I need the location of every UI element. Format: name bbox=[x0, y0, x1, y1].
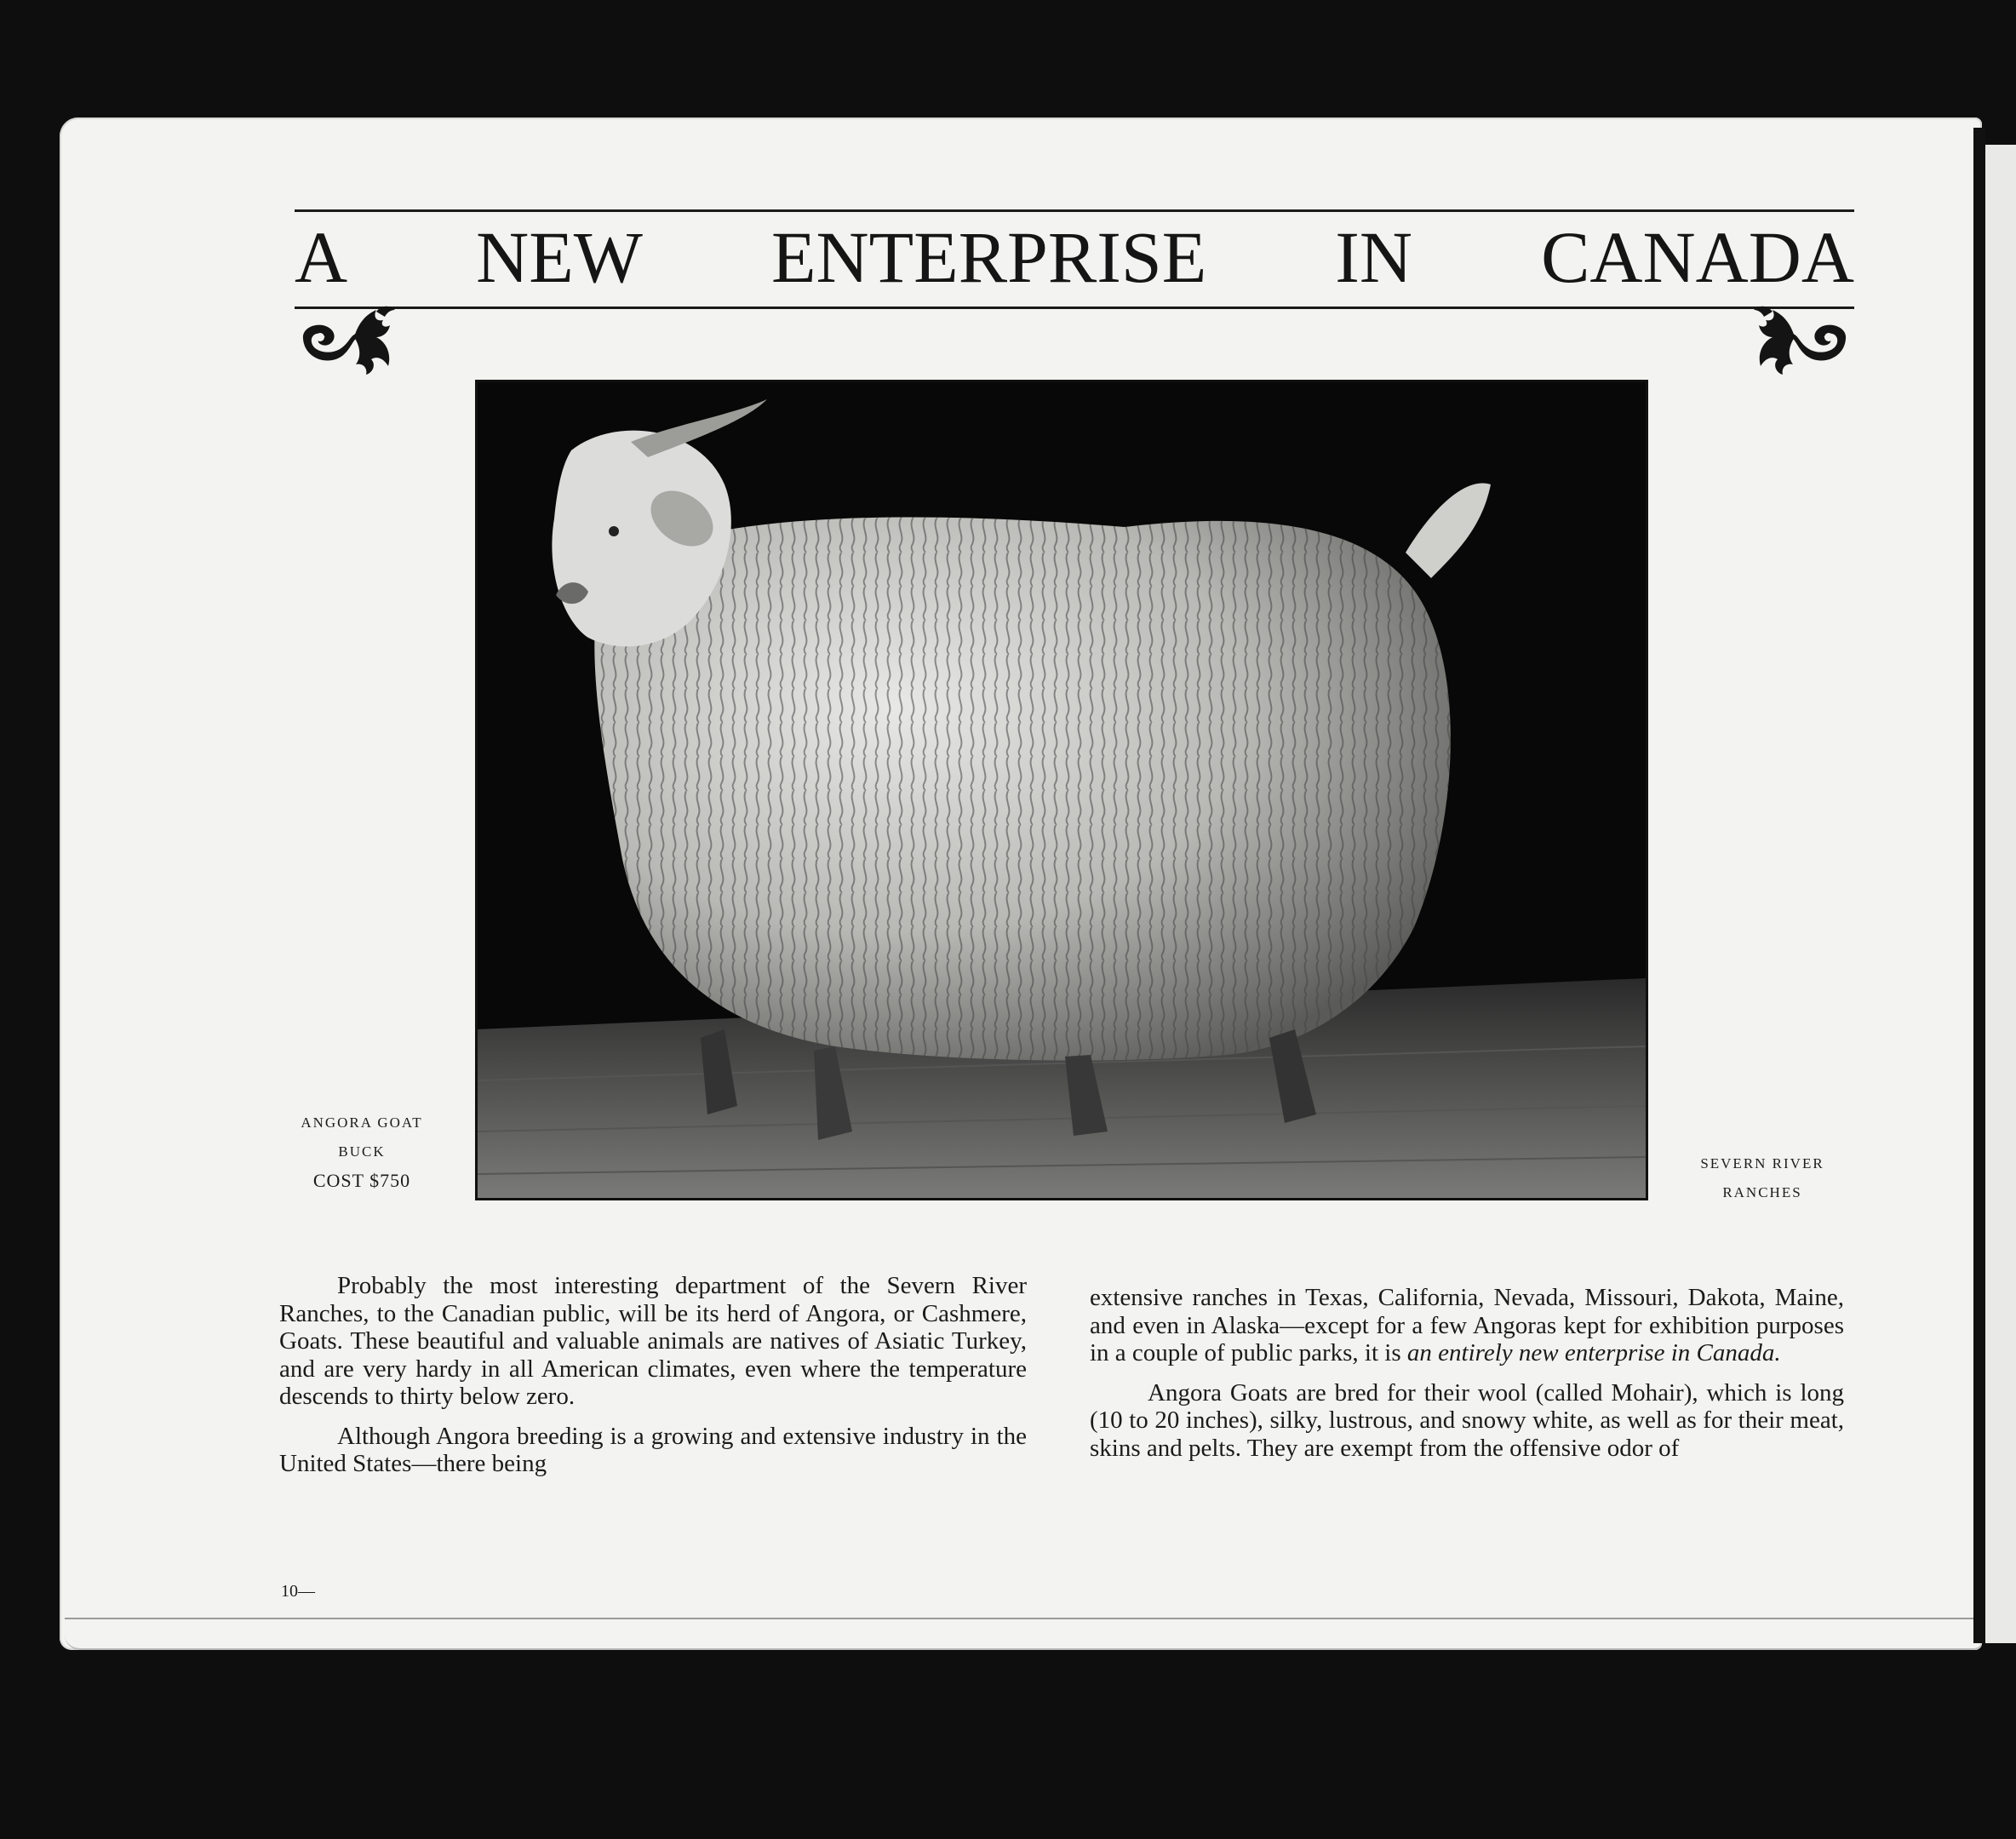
heading-top-rule bbox=[295, 209, 1854, 212]
photo-caption-right bbox=[1669, 1149, 1856, 1207]
paragraph: Probably the most interesting department of the Severn River Ranches, to the Canadian public, will be its herd of Angora, or Cashmere, Goats. These beautiful and valuable animals are natives of Asiatic Turkey, and are very hardy in all American climates, even where the temperature descends to thirty below zero. bbox=[279, 1272, 1027, 1410]
page-edge bbox=[65, 1618, 1982, 1650]
caption-line: BUCK bbox=[338, 1143, 386, 1160]
paragraph bbox=[1090, 1284, 1844, 1367]
facing-page-edge bbox=[1985, 145, 2016, 1643]
caption-line: SEVERN RIVER bbox=[1700, 1155, 1824, 1172]
heading-bottom-rule bbox=[295, 306, 1854, 309]
caption-line: ANGORA GOAT bbox=[301, 1114, 423, 1131]
title-word: IN bbox=[1335, 216, 1413, 298]
griffin-ornament-right-icon bbox=[1738, 300, 1854, 381]
title-word: ENTERPRISE bbox=[770, 216, 1207, 298]
caption-cost: COST $750 bbox=[312, 1170, 411, 1191]
photo-caption-left bbox=[281, 1109, 443, 1195]
title-word: NEW bbox=[476, 216, 643, 298]
caption-line: RANCHES bbox=[1722, 1184, 1802, 1200]
title-word: CANADA bbox=[1541, 216, 1854, 298]
griffin-ornament-left-icon bbox=[295, 300, 410, 381]
text-column-right bbox=[1090, 1284, 1844, 1474]
title-word: A bbox=[295, 216, 348, 298]
page-number: 10— bbox=[281, 1582, 315, 1601]
text-column-left bbox=[279, 1272, 1027, 1490]
goat-illustration-icon bbox=[478, 382, 1646, 1198]
paragraph-text: extensive ranches in Texas, California, Nevada, Missouri, Dakota, Maine, and even in Alaska—except for a few Angoras kept for exhibition purposes in a couple of public parks, it is bbox=[1090, 1284, 1844, 1366]
paragraph: Although Angora breeding is a growing and extensive industry in the United States—there being bbox=[279, 1422, 1027, 1477]
angora-goat-photo bbox=[475, 380, 1648, 1200]
page-title bbox=[295, 215, 1854, 300]
paragraph: Angora Goats are bred for their wool (called Mohair), which is long (10 to 20 inches), silky, lustrous, and snowy white, as well as for their meat, skins and pelts. They are exempt from the offensive odor of bbox=[1090, 1378, 1844, 1462]
book-spine bbox=[1973, 128, 1985, 1643]
emphasized-text: an entirely new enterprise in Canada. bbox=[1406, 1339, 1781, 1366]
